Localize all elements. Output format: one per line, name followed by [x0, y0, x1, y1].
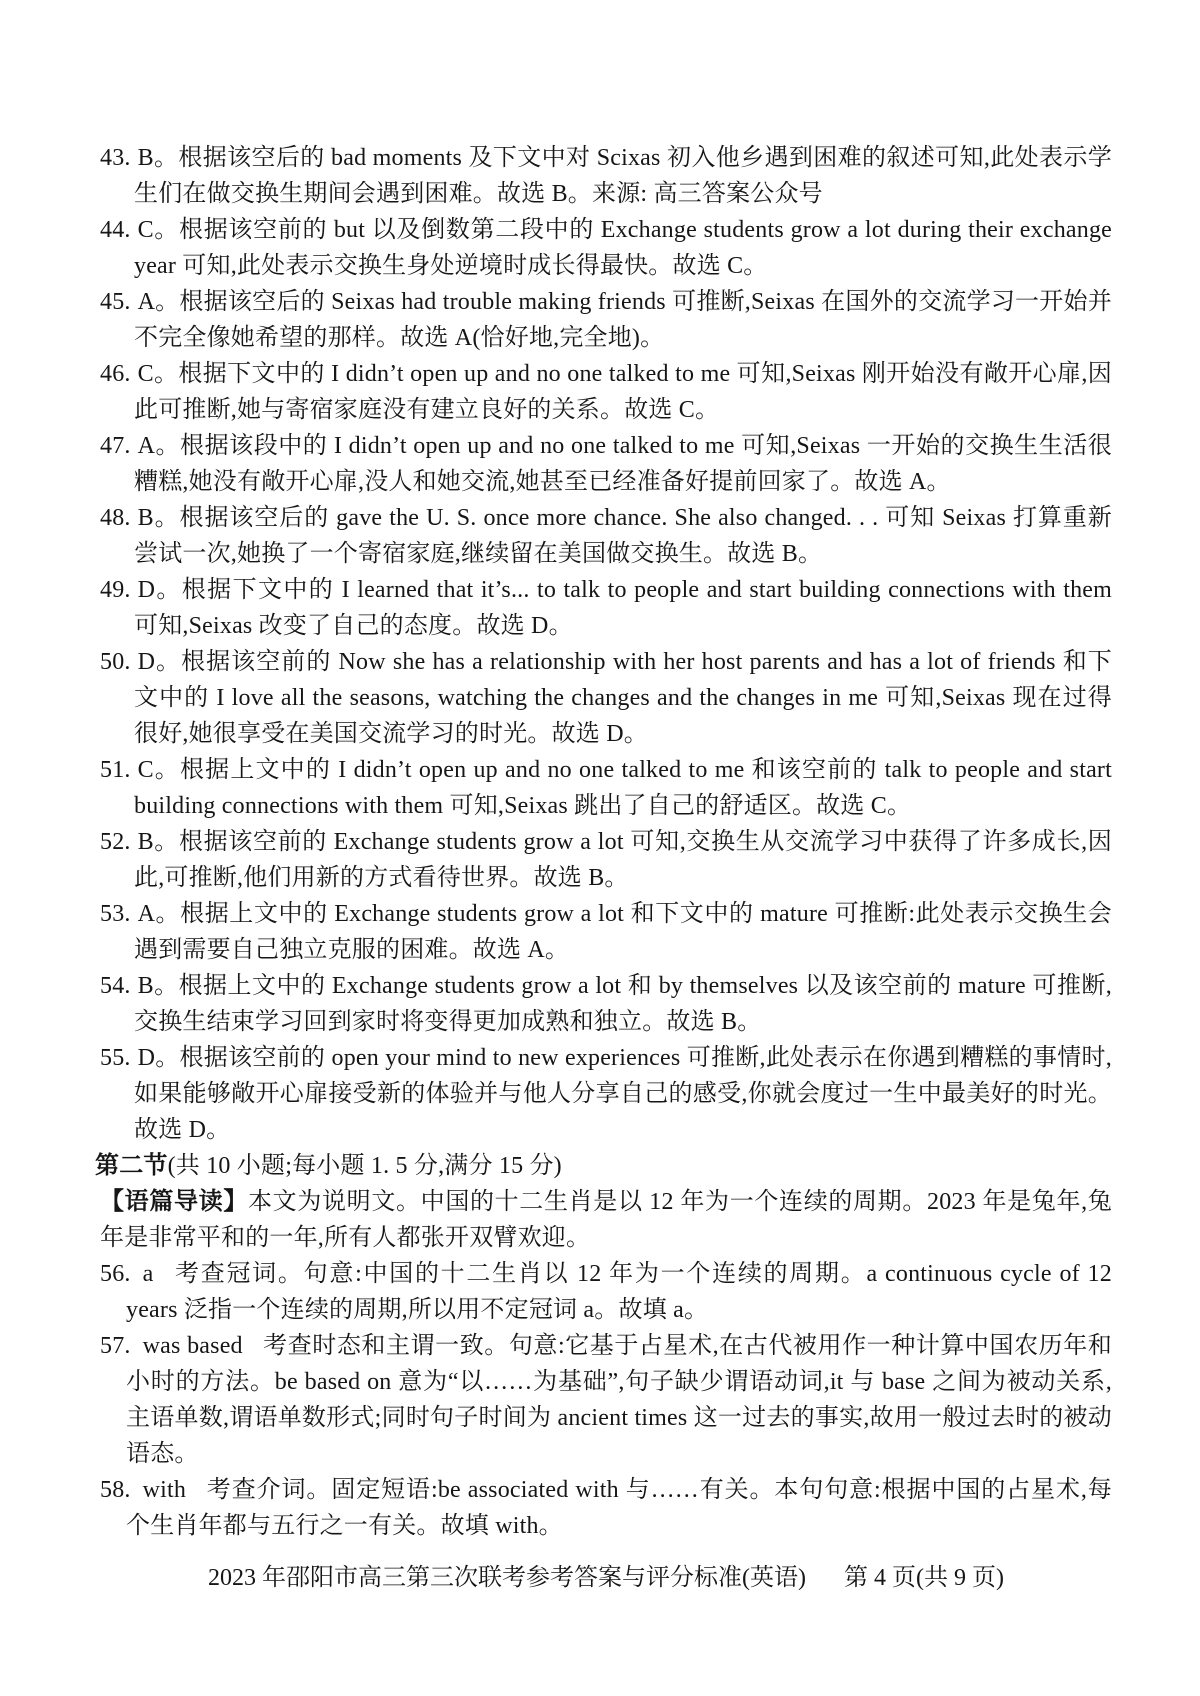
answers-43-55	[100, 140, 1112, 1148]
page-footer	[100, 1560, 1112, 1596]
answer-number: 52.	[100, 829, 131, 855]
passage-intro-text: 本文为说明文。中国的十二生肖是以 12 年为一个连续的周期。2023 年是兔年,兔年是非常平和的一年,所有人都张开双臂欢迎。	[100, 1189, 1113, 1251]
answer-explanation: C。根据该空前的 but 以及倒数第二段中的 Exchange students grow a lot during their exchange year 可知,此处表示交换生身处逆境时成长得最快。故选 C。	[134, 217, 1112, 279]
answer-number: 53.	[100, 901, 131, 927]
answer-number: 49.	[100, 577, 131, 603]
passage-intro	[100, 1184, 1112, 1256]
answer-item	[100, 356, 1112, 428]
answer-item	[100, 140, 1112, 212]
answer-item	[100, 1328, 1112, 1472]
answer-number: 47.	[100, 433, 131, 459]
answer-explanation: C。根据上文中的 I didn’t open up and no one talked to me 和该空前的 talk to people and start building connections with them 可知,Seixas 跳出了自己的舒适区。故选 C。	[134, 757, 1112, 819]
answer-word: was based	[142, 1333, 243, 1359]
answer-item	[100, 644, 1112, 752]
answer-explanation: 考查冠词。句意:中国的十二生肖以 12 年为一个连续的周期。a continuous cycle of 12 years 泛指一个连续的周期,所以用不定冠词 a。故填 a。	[126, 1261, 1112, 1323]
answer-number: 48.	[100, 505, 131, 531]
answer-explanation: D。根据下文中的 I learned that it’s... to talk to people and start building connections with them 可知,Seixas 改变了自己的态度。故选 D。	[134, 577, 1112, 639]
answer-explanation: D。根据该空前的 open your mind to new experiences 可推断,此处表示在你遇到糟糕的事情时,如果能够敞开心扉接受新的体验并与他人分享自己的感受,你就会度过一生中最美好的时光。故选 D。	[134, 1045, 1112, 1143]
footer-page-number: 第 4 页(共 9 页)	[844, 1565, 1004, 1591]
answer-explanation: A。根据该段中的 I didn’t open up and no one talked to me 可知,Seixas 一开始的交换生生活很糟糕,她没有敞开心扉,没人和她交流,她甚至已经准备好提前回家了。故选 A。	[134, 433, 1112, 495]
answer-explanation: B。根据该空前的 Exchange students grow a lot 可知,交换生从交流学习中获得了许多成长,因此,可推断,他们用新的方式看待世界。故选 B。	[134, 829, 1112, 891]
answer-number: 46.	[100, 361, 131, 387]
answer-number: 54.	[100, 973, 131, 999]
answer-explanation: D。根据该空前的 Now she has a relationship with her host parents and has a lot of friends 和下文中的 I love all the seasons, watching the changes and the changes in me 可知,Seixas 现在过得很好,她很享受在美国交流学习的时光。故选 D。	[134, 649, 1112, 747]
answer-item	[100, 1040, 1112, 1148]
answer-number: 58.	[100, 1477, 131, 1503]
passage-intro-label: 【语篇导读】	[100, 1189, 248, 1215]
answer-item	[100, 428, 1112, 500]
answer-item	[100, 896, 1112, 968]
answer-explanation: 考查时态和主谓一致。句意:它基于占星术,在古代被用作一种计算中国农历年和 小时的方法。be based on 意为“以……为基础”,句子缺少谓语动词,it 与 base 之间为被动关系,主语单数,谓语单数形式;同时句子时间为 ancient times 这一过去的事实,故用一般过去时的被动语态。	[126, 1333, 1112, 1467]
answer-explanation: A。根据上文中的 Exchange students grow a lot 和下文中的 mature 可推断:此处表示交换生会遇到需要自己独立克服的困难。故选 A。	[134, 901, 1112, 963]
section-heading	[95, 1148, 1112, 1184]
answers-56-58	[100, 1256, 1112, 1544]
answer-explanation: B。根据该空后的 bad moments 及下文中对 Scixas 初入他乡遇到困难的叙述可知,此处表示学生们在做交换生期间会遇到困难。故选 B。来源: 高三答案公众号	[134, 145, 1112, 207]
answer-number: 51.	[100, 757, 131, 783]
answer-item	[100, 824, 1112, 896]
answer-explanation: 考查介词。固定短语:be associated with 与……有关。本句句意:根据中国的占星术,每个生肖年都与五行之一有关。故填 with。	[126, 1477, 1112, 1539]
answer-explanation: B。根据上文中的 Exchange students grow a lot 和 by themselves 以及该空前的 mature 可推断,交换生结束学习回到家时将变得更加成熟和独立。故选 B。	[134, 973, 1112, 1035]
answer-item	[100, 572, 1112, 644]
answer-explanation: A。根据该空后的 Seixas had trouble making friends 可推断,Seixas 在国外的交流学习一开始并不完全像她希望的那样。故选 A(恰好地,完全地)。	[134, 289, 1112, 351]
answer-number: 55.	[100, 1045, 131, 1071]
answer-word: with	[142, 1477, 187, 1503]
answer-item	[100, 500, 1112, 572]
answer-number: 50.	[100, 649, 131, 675]
answer-explanation: C。根据下文中的 I didn’t open up and no one talked to me 可知,Seixas 刚开始没有敞开心扉,因此可推断,她与寄宿家庭没有建立良好的关系。故选 C。	[134, 361, 1112, 423]
answer-number: 45.	[100, 289, 131, 315]
answer-number: 57.	[100, 1333, 131, 1359]
answer-item	[100, 752, 1112, 824]
answer-item	[100, 212, 1112, 284]
footer-exam-title: 2023 年邵阳市高三第三次联考参考答案与评分标准(英语)	[208, 1565, 806, 1591]
answer-word: a	[142, 1261, 154, 1287]
answer-item	[100, 968, 1112, 1040]
answer-number: 44.	[100, 217, 131, 243]
answer-key-content	[95, 140, 1113, 1544]
answer-item	[100, 1256, 1112, 1328]
answer-item	[100, 284, 1112, 356]
section-score-detail: (共 10 小题;每小题 1. 5 分,满分 15 分)	[167, 1153, 562, 1179]
answer-number: 56.	[100, 1261, 131, 1287]
answer-number: 43.	[100, 145, 131, 171]
answer-item	[100, 1472, 1112, 1544]
section-title: 第二节	[95, 1153, 168, 1179]
answer-explanation: B。根据该空后的 gave the U. S. once more chance. She also changed. . . 可知 Seixas 打算重新尝试一次,她换了一个寄宿家庭,继续留在美国做交换生。故选 B。	[134, 505, 1112, 567]
